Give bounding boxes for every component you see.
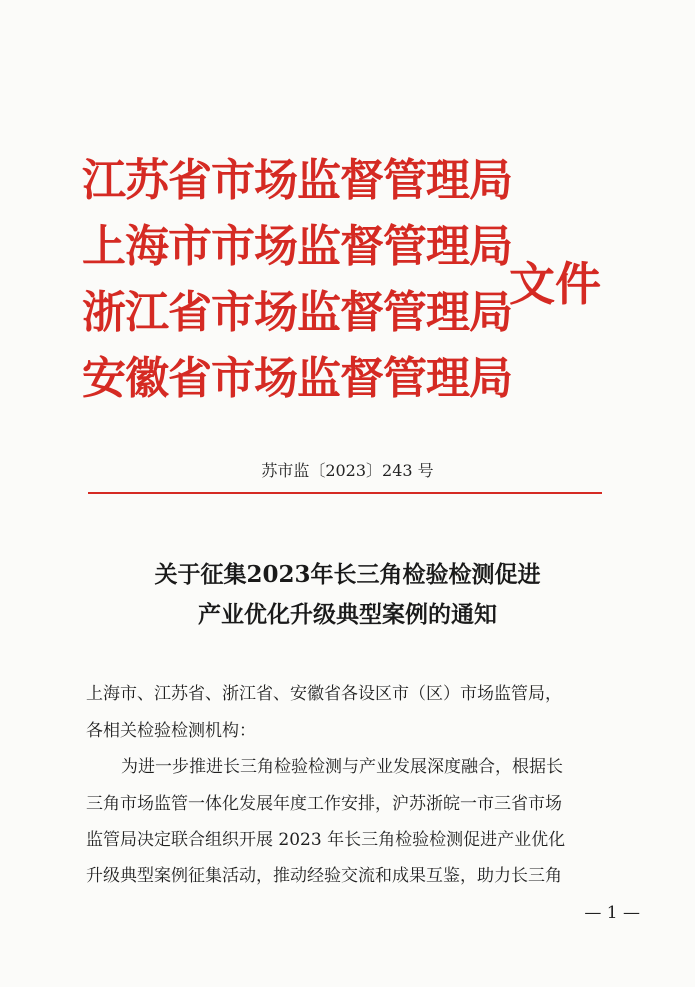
issuer-zhejiang: 浙江省市场监督管理局 xyxy=(82,287,512,338)
recipients-line-1: 上海市、江苏省、浙江省、安徽省各设区市（区）市场监管局， xyxy=(86,684,562,704)
recipients-line-2: 各相关检验检测机构： xyxy=(86,721,256,741)
page-number: — 1 — xyxy=(584,903,640,923)
body-paragraph-line-4: 升级典型案例征集活动，推动经验交流和成果互鉴，助力长三角 xyxy=(86,866,562,886)
document-title-line-2: 产业优化升级典型案例的通知 xyxy=(198,601,497,628)
issuer-jiangsu: 江苏省市场监督管理局 xyxy=(82,155,512,206)
red-divider-line xyxy=(88,492,602,494)
issuing-authorities xyxy=(82,148,512,412)
body-paragraph-line-1: 为进一步推进长三角检验检测与产业发展深度融合，根据长 xyxy=(121,757,563,777)
document-suffix: 文件 xyxy=(509,257,601,311)
document-number: 苏市监〔2023〕243 号 xyxy=(261,461,434,480)
body-paragraph-line-3: 监管局决定联合组织开展 2023 年长三角检验检测促进产业优化 xyxy=(86,830,566,850)
document-title-line-1: 关于征集2023年长三角检验检测促进 xyxy=(154,561,541,588)
body-paragraph-line-2: 三角市场监管一体化发展年度工作安排，沪苏浙皖一市三省市场 xyxy=(86,794,562,814)
issuer-shanghai: 上海市市场监督管理局 xyxy=(82,221,512,272)
issuer-anhui: 安徽省市场监督管理局 xyxy=(82,353,512,404)
